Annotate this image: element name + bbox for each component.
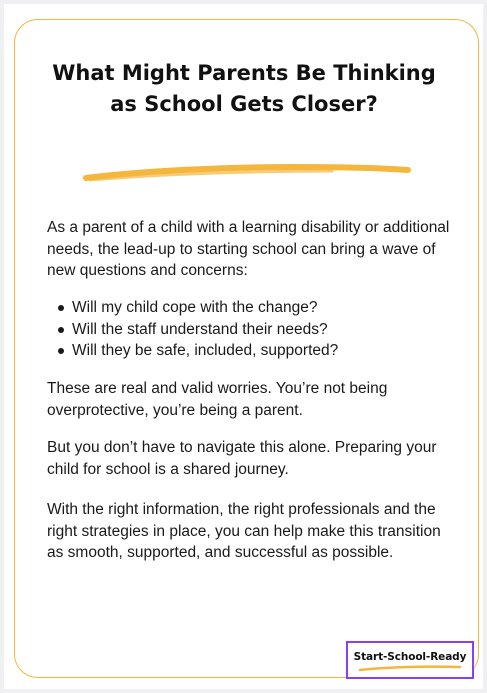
shared-journey-paragraph: But you don’t have to navigate this alone. Preparing your child for school is a shared journey.	[47, 439, 437, 478]
intro-paragraph: As a parent of a child with a learning disability or additional needs, the lead-up to starting school can bring a wave of new questions and concerns:	[47, 219, 450, 279]
closing-paragraph: With the right information, the right professionals and the right strategies in place, you can help make this transition as smooth, supported, and successful as possible.	[47, 501, 441, 561]
list-item-text: Will the staff understand their needs?	[72, 320, 328, 338]
brand-badge	[346, 641, 474, 679]
badge-underline-swoosh	[358, 664, 462, 672]
concerns-list	[56, 297, 456, 362]
list-item	[56, 297, 456, 319]
bullet-dot-icon	[58, 305, 64, 311]
list-item-text: Will they be safe, included, supported?	[72, 342, 339, 359]
bullet-dot-icon	[58, 348, 64, 354]
brand-badge-label: Start-School-Ready	[353, 651, 467, 663]
reassurance-paragraph: These are real and valid worries. You’re not being overprotective, you’re being a parent.	[47, 380, 388, 419]
bullet-dot-icon	[58, 327, 64, 333]
list-item	[56, 319, 456, 341]
title-underline-brushstroke	[82, 162, 412, 186]
list-item-text: Will my child cope with the change?	[72, 299, 318, 316]
page-title: What Might Parents Be Thinking as School Gets Closer?	[52, 61, 436, 116]
list-item	[56, 340, 456, 362]
